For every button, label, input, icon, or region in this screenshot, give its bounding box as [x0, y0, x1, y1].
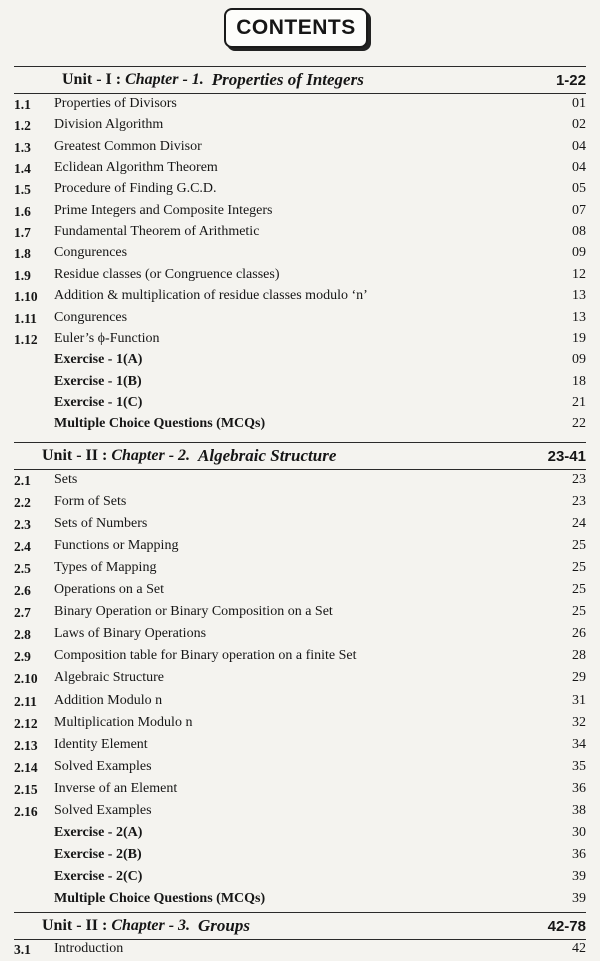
section-title: Sets of Numbers	[54, 516, 148, 532]
toc-entry	[14, 736, 596, 757]
section-title: Exercise - 2(C)	[54, 868, 143, 884]
section-number: 1.2	[14, 118, 31, 134]
page-number: 23	[572, 494, 586, 510]
page-title: CONTENTS	[236, 16, 356, 39]
toc-entry	[14, 180, 596, 201]
toc-entry	[14, 244, 596, 265]
section-number: 2.9	[14, 649, 31, 665]
unit-1-page-range: 1-22	[555, 71, 586, 89]
section-title: Multiplication Modulo n	[54, 714, 193, 730]
section-number: 2.10	[14, 671, 38, 687]
section-number: 1.9	[14, 267, 31, 283]
toc-entry	[14, 559, 596, 580]
page-number: 29	[572, 670, 586, 686]
page-number: 35	[572, 758, 586, 774]
page-number: 09	[572, 352, 586, 368]
section-title: Laws of Binary Operations	[54, 626, 207, 642]
section-number: 2.4	[14, 539, 31, 555]
toc-entry	[14, 266, 596, 287]
page-number: 02	[572, 117, 586, 133]
section-title: Properties of Divisors	[54, 96, 177, 111]
section-title: Procedure of Finding G.C.D.	[54, 181, 217, 197]
toc-entry	[14, 758, 596, 779]
unit-3-label: Unit - II :	[42, 917, 112, 934]
unit-3-chapter: Chapter - 3.	[111, 917, 191, 934]
page-number: 39	[572, 868, 586, 884]
section-title: Residue classes (or Congruence classes)	[54, 266, 280, 282]
toc-entry	[14, 669, 596, 690]
page-number: 25	[572, 582, 586, 598]
unit-3-header	[14, 912, 586, 940]
section-title: Exercise - 2(A)	[54, 824, 143, 840]
section-number: 1.4	[14, 161, 31, 177]
page-number: 21	[572, 394, 586, 410]
page-number: 04	[572, 160, 586, 176]
section-title: Exercise - 1(B)	[54, 373, 142, 389]
section-number: 1.3	[14, 139, 31, 155]
page-number: 36	[572, 780, 586, 796]
page-number: 13	[572, 309, 586, 325]
section-number: 1.7	[14, 225, 31, 241]
section-number: 1.1	[14, 97, 31, 112]
section-number: 2.12	[14, 715, 38, 731]
toc-entry	[14, 330, 596, 351]
section-number: 2.15	[14, 781, 38, 797]
page-number: 25	[572, 538, 586, 554]
section-number: 2.11	[14, 693, 37, 709]
unit-2-label: Unit - II :	[42, 447, 112, 464]
toc-entry	[14, 471, 596, 492]
toc-exercise-entry	[14, 846, 596, 867]
toc-exercise-entry	[14, 890, 596, 911]
toc-entry	[14, 714, 596, 735]
section-number: 1.12	[14, 331, 38, 347]
page-number: 23	[572, 472, 586, 487]
contents-title-box	[224, 8, 368, 48]
toc-entry	[14, 95, 596, 116]
page-number: 04	[572, 138, 586, 154]
section-title: Prime Integers and Composite Integers	[54, 202, 273, 218]
section-title: Congurences	[54, 309, 128, 325]
unit-3-title: Groups	[198, 916, 250, 935]
page-number: 28	[572, 648, 586, 664]
toc-exercise-entry	[14, 373, 596, 394]
toc-entry	[14, 287, 596, 308]
page-number: 31	[572, 692, 586, 708]
section-number: 2.1	[14, 473, 31, 488]
section-number: 1.11	[14, 310, 37, 326]
toc-entry	[14, 202, 596, 223]
section-title: Multiple Choice Questions (MCQs)	[54, 890, 266, 906]
unit-2-title: Algebraic Structure	[198, 446, 337, 465]
section-title: Addition Modulo n	[54, 692, 163, 708]
page-number: 42	[572, 941, 586, 956]
page-number: 36	[572, 846, 586, 862]
toc-entry	[14, 309, 596, 330]
toc-entry	[14, 780, 596, 801]
page-number: 32	[572, 714, 586, 730]
unit-1-label: Unit - I :	[62, 71, 126, 88]
section-number: 3.1	[14, 942, 31, 957]
toc-exercise-entry	[14, 394, 596, 415]
section-title: Identity Element	[54, 736, 148, 752]
page-number: 25	[572, 604, 586, 620]
unit-1-header	[14, 66, 586, 94]
page-number: 38	[572, 802, 586, 818]
section-title: Introduction	[54, 941, 124, 956]
section-number: 2.3	[14, 517, 31, 533]
section-title: Exercise - 2(B)	[54, 846, 142, 862]
section-title: Algebraic Structure	[54, 670, 165, 686]
section-title: Functions or Mapping	[54, 538, 179, 554]
unit-2-chapter: Chapter - 2.	[111, 447, 191, 464]
page-number: 19	[572, 330, 586, 346]
section-number: 2.8	[14, 627, 31, 643]
page-number: 07	[572, 202, 586, 218]
section-number: 2.16	[14, 803, 38, 819]
section-number: 2.14	[14, 759, 38, 775]
page-number: 08	[572, 224, 586, 240]
unit-1-chapter: Chapter - 1.	[125, 71, 204, 88]
section-number: 2.6	[14, 583, 31, 599]
toc-entry	[14, 692, 596, 713]
toc-exercise-entry	[14, 351, 596, 372]
section-number: 2.7	[14, 605, 31, 621]
section-title: Form of Sets	[54, 494, 127, 510]
page-number: 24	[572, 516, 586, 532]
toc-entry	[14, 116, 596, 137]
toc-exercise-entry	[14, 868, 596, 889]
unit-3-page-range: 42-78	[547, 917, 586, 935]
toc-entry	[14, 138, 596, 159]
page-number: 22	[572, 416, 586, 432]
section-number: 1.6	[14, 203, 31, 219]
page-number: 26	[572, 626, 586, 642]
toc-entry	[14, 515, 596, 536]
section-number: 1.10	[14, 289, 38, 305]
section-title: Operations on a Set	[54, 582, 165, 598]
unit-1-title: Properties of Integers	[211, 70, 364, 89]
toc-entry	[14, 802, 596, 823]
page-number: 39	[572, 890, 586, 906]
section-title: Inverse of an Element	[54, 780, 178, 796]
section-title: Solved Examples	[54, 758, 152, 774]
toc-entry	[14, 603, 596, 624]
section-number: 2.2	[14, 495, 31, 511]
unit-2-header	[14, 442, 586, 470]
page-number: 34	[572, 736, 586, 752]
section-title: Exercise - 1(A)	[54, 352, 143, 368]
section-title: Euler’s ϕ-Function	[54, 330, 160, 346]
section-title: Congurences	[54, 245, 128, 261]
toc-exercise-entry	[14, 415, 596, 436]
show-through-text	[330, 15, 600, 58]
section-title: Binary Operation or Binary Composition on a Set	[54, 604, 333, 620]
page-number: 12	[572, 266, 586, 282]
section-title: Eclidean Algorithm Theorem	[54, 160, 218, 176]
page-number: 01	[572, 96, 586, 111]
section-number: 1.5	[14, 182, 31, 198]
section-title: Greatest Common Divisor	[54, 138, 202, 154]
toc-entry	[14, 940, 596, 961]
section-title: Types of Mapping	[54, 560, 157, 576]
page-number: 18	[572, 373, 586, 389]
section-number: 1.8	[14, 246, 31, 262]
section-title: Solved Examples	[54, 802, 152, 818]
section-number: 2.5	[14, 561, 31, 577]
section-title: Multiple Choice Questions (MCQs)	[54, 416, 266, 432]
unit-2-page-range: 23-41	[547, 447, 586, 465]
toc-entry	[14, 223, 596, 244]
toc-entry	[14, 159, 596, 180]
toc-entry	[14, 537, 596, 558]
toc-exercise-entry	[14, 824, 596, 845]
page-number: 13	[572, 288, 586, 304]
page-number: 05	[572, 181, 586, 197]
toc-entry	[14, 647, 596, 668]
page-number: 09	[572, 245, 586, 261]
page-number: 25	[572, 560, 586, 576]
section-title: Division Algorithm	[54, 117, 164, 133]
section-title: Composition table for Binary operation on a finite Set	[54, 648, 357, 664]
toc-entry	[14, 581, 596, 602]
section-title: Sets	[54, 472, 78, 487]
toc-entry	[14, 493, 596, 514]
toc-entry	[14, 625, 596, 646]
section-number: 2.13	[14, 737, 38, 753]
section-title: Fundamental Theorem of Arithmetic	[54, 224, 260, 240]
section-title: Exercise - 1(C)	[54, 394, 143, 410]
page-number: 30	[572, 824, 586, 840]
section-title: Addition & multiplication of residue classes modulo ‘n’	[54, 288, 368, 304]
